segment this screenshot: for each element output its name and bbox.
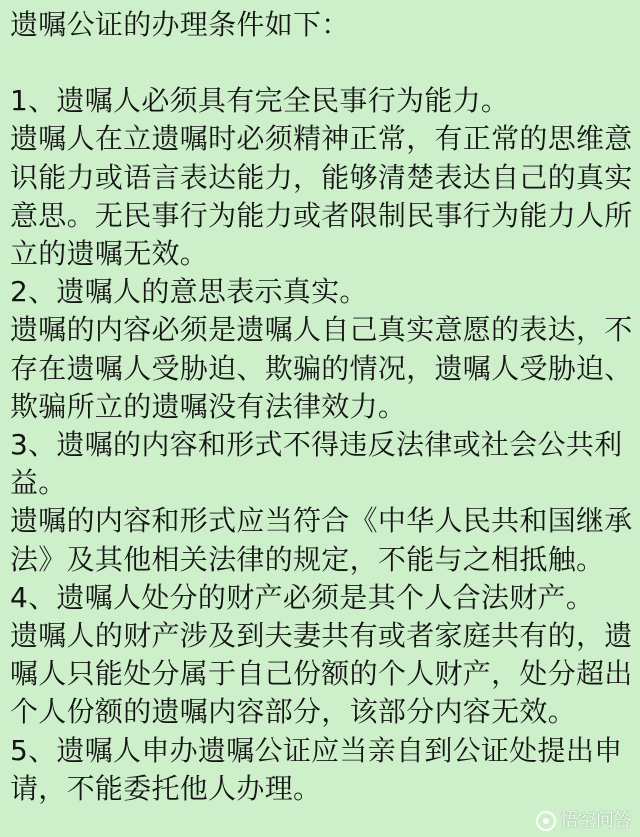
condition-4 <box>10 579 634 732</box>
condition-1 <box>10 82 634 273</box>
condition-detail: 遗嘱人在立遗嘱时必须精神正常，有正常的思维意识能力或语言表达能力，能够清楚表达自己的真实意思。无民事行为能力或者限制民事行为能力人所立的遗嘱无效。 <box>10 122 633 271</box>
condition-5 <box>10 732 634 808</box>
condition-heading: 4、遗嘱人处分的财产必须是其个人合法财产。 <box>10 580 595 614</box>
watermark-text: 悟空问答 <box>560 810 632 831</box>
watermark <box>536 811 632 831</box>
condition-detail: 遗嘱的内容和形式应当符合《中华人民共和国继承法》及其他相关法律的规定，不能与之相抵触。 <box>10 504 633 576</box>
condition-3 <box>10 426 634 579</box>
condition-heading: 3、遗嘱的内容和形式不得违反法律或社会公共利益。 <box>10 428 623 500</box>
condition-heading: 1、遗嘱人必须具有完全民事行为能力。 <box>10 84 510 118</box>
condition-2 <box>10 273 634 426</box>
blank-line <box>10 44 634 82</box>
document-body <box>10 6 634 808</box>
page-title: 遗嘱公证的办理条件如下： <box>10 8 350 41</box>
condition-detail: 遗嘱的内容必须是遗嘱人自己真实意愿的表达，不存在遗嘱人受胁迫、欺骗的情况，遗嘱人受胁迫、欺骗所立的遗嘱没有法律效力。 <box>10 313 633 423</box>
wukong-logo-icon <box>536 811 556 831</box>
condition-heading: 5、遗嘱人申办遗嘱公证应当亲自到公证处提出申请，不能委托他人办理。 <box>10 733 623 805</box>
condition-heading: 2、遗嘱人的意思表示真实。 <box>10 275 368 309</box>
condition-detail: 遗嘱人的财产涉及到夫妻共有或者家庭共有的，遗嘱人只能处分属于自己份额的个人财产，处分超出个人份额的遗嘱内容部分，该部分内容无效。 <box>10 619 633 729</box>
